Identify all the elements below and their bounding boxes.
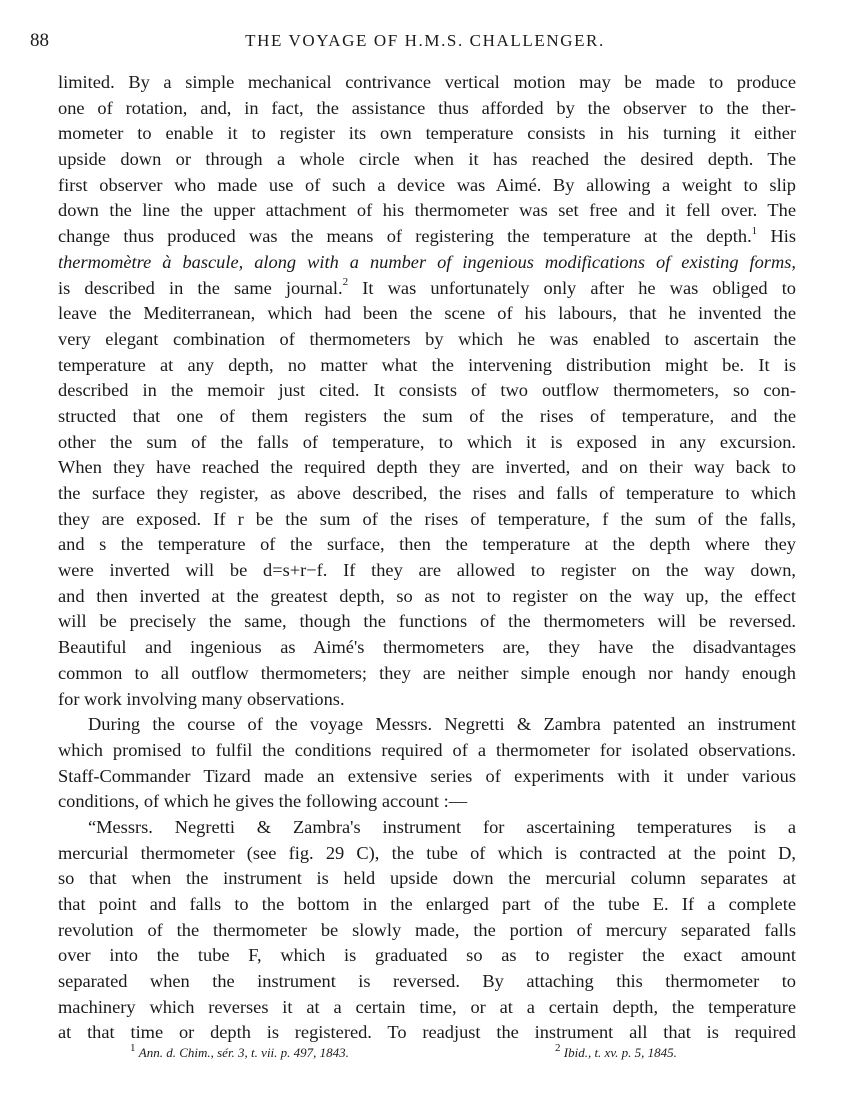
text-line: first observer who made use of such a device was Aimé. By allowing a weight to slip <box>58 174 796 195</box>
text-line: temperature at any depth, no matter what the intervening distribution might be. It is <box>58 354 796 375</box>
text-line: When they have reached the required depth they are inverted, and on their way back to <box>58 457 796 478</box>
footnote-1 <box>130 1041 349 1061</box>
text-line: and s the temperature of the surface, then the temperature at the depth where they <box>58 534 796 555</box>
footnote-mark: 2 <box>342 276 349 289</box>
body-text <box>58 70 796 1046</box>
text-line: upside down or through a whole circle when it has reached the desired depth. The <box>58 149 796 170</box>
running-head: THE VOYAGE OF H.M.S. CHALLENGER. <box>245 31 605 50</box>
text-line: separated when the instrument is reversed. By attaching this thermometer to <box>58 971 796 992</box>
text-line: at that time or depth is registered. To readjust the instrument all that is required <box>58 1022 796 1043</box>
text-line: for work involving many observations. <box>58 688 345 709</box>
text-line: which promised to fulfil the conditions required of a thermometer for isolated observations. <box>58 739 796 760</box>
text-line: common to all outflow thermometers; they are neither simple enough nor handy enough <box>58 662 796 683</box>
text-segment: is described in the same journal. <box>58 277 343 298</box>
text-line: so that when the instrument is held upside down the mercurial column separates at <box>58 868 796 889</box>
text-line: mercurial thermometer (see fig. 29 C), the tube of which is contracted at the point D, <box>58 842 796 863</box>
footnote-mark: 2 <box>555 1041 561 1054</box>
footnote-2 <box>555 1041 677 1061</box>
text-line: other the sum of the falls of temperature, to which it is exposed in any excursion. <box>58 431 796 452</box>
footnote-mark: 1 <box>751 225 758 237</box>
text-segment: His <box>770 226 796 247</box>
text-segment: It was unfortunately only after he was obliged to <box>362 277 797 298</box>
text-line: described in the memoir just cited. It consists of two outflow thermometers, so con- <box>58 380 796 401</box>
text-line: structed that one of them registers the sum of the rises of temperature, and the <box>58 405 796 426</box>
text-line: revolution of the thermometer be slowly made, the portion of mercury separated falls <box>58 919 796 940</box>
text-line-with-footnote <box>58 276 796 302</box>
text-line <box>58 250 796 276</box>
footnote-mark: 1 <box>130 1041 136 1054</box>
text-line: over into the tube F, which is graduated so as to register the exact amount <box>58 945 796 966</box>
text-line: “Messrs. Negretti & Zambra's instrument for ascertaining temperatures is a <box>88 816 796 837</box>
text-line: one of rotation, and, in fact, the assistance thus afforded by the observer to the ther- <box>58 97 796 118</box>
text-line: conditions, of which he gives the following account :— <box>58 791 468 812</box>
text-line: will be precisely the same, though the functions of the thermometers will be reversed. <box>58 611 796 632</box>
text-line: limited. By a simple mechanical contrivance vertical motion may be made to produce <box>58 72 796 92</box>
text-line: Beautiful and ingenious as Aimé's thermometers are, they have the disadvantages <box>58 637 796 658</box>
text-line: mometer to enable it to register its own temperature consists in his turning it either <box>58 123 796 144</box>
page-number: 88 <box>30 30 49 51</box>
text-segment: thermomètre à bascule, along with a number of ingenious modifications of existing forms, <box>58 251 796 272</box>
text-line: machinery which reverses it at a certain time, or at a certain depth, the temperature <box>58 996 796 1017</box>
text-line: leave the Mediterranean, which had been the scene of his labours, that he invented the <box>58 303 796 324</box>
footnote-text: Ann. d. Chim., sér. 3, t. vii. p. 497, 1843. <box>138 1045 349 1060</box>
text-line: the surface they register, as above described, the rises and falls of temperature to which <box>58 483 796 503</box>
text-line: were inverted will be d=s+r−f. If they are allowed to register on the way down, <box>58 560 796 581</box>
text-line: very elegant combination of thermometers by which he was enabled to ascertain the <box>58 328 796 349</box>
text-line-with-footnote <box>58 224 796 250</box>
text-line: During the course of the voyage Messrs. Negretti & Zambra patented an instrument <box>88 714 796 735</box>
footnote-text: Ibid., t. xv. p. 5, 1845. <box>563 1045 677 1060</box>
text-line: down the line the upper attachment of his thermometer was set free and it fell over. The <box>58 200 796 221</box>
text-line: Staff-Commander Tizard made an extensive series of experiments with it under various <box>58 765 796 786</box>
text-line: that point and falls to the bottom in the enlarged part of the tube E. If a complete <box>58 894 796 914</box>
text-segment: change thus produced was the means of registering the temperature at the depth. <box>58 226 752 247</box>
text-line: they are exposed. If r be the sum of the rises of temperature, f the sum of the falls, <box>58 508 796 529</box>
text-line: and then inverted at the greatest depth, so as not to register on the way up, the effect <box>58 585 796 606</box>
